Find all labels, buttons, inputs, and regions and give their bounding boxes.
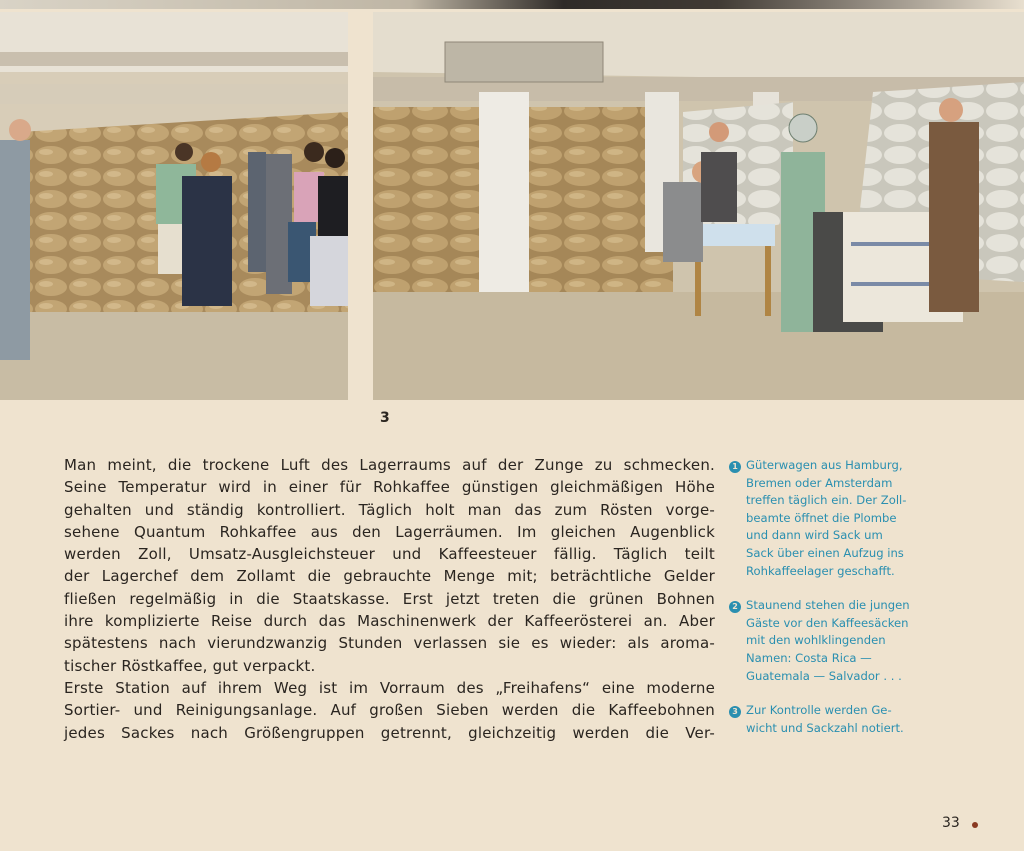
caption-3 bbox=[729, 702, 974, 737]
caption-line: Sack über einen Aufzug ins bbox=[746, 545, 904, 560]
previous-photo-strip bbox=[0, 0, 1024, 9]
caption-line: Rohkaffeelager geschafft. bbox=[746, 563, 895, 578]
caption-line: Zur Kontrolle werden Ge- bbox=[746, 703, 892, 718]
caption-line: Guatemala — Salvador . . . bbox=[746, 668, 902, 683]
caption-1 bbox=[729, 457, 974, 580]
paper-stain bbox=[972, 822, 978, 828]
caption-line: Staunend stehen die jungen bbox=[746, 598, 910, 613]
caption-2 bbox=[729, 597, 974, 685]
article-body bbox=[64, 454, 715, 744]
number-badge: 1 bbox=[729, 461, 741, 473]
article-line: ihre komplizierte Reise durch das Maschinenwerk der Kaffeerösterei an. Aber bbox=[64, 612, 715, 631]
photo-visitors-in-warehouse bbox=[0, 12, 348, 400]
article-line: sehene Quantum Rohkaffee aus den Lagerräumen. Im gleichen Augenblick bbox=[64, 522, 715, 541]
photo-weighing-station bbox=[373, 12, 1024, 400]
article-line: Man meint, die trockene Luft des Lagerraums auf der Zunge zu schmecken. bbox=[64, 456, 715, 474]
figure-number: 3 bbox=[380, 410, 390, 426]
page-number: 33 bbox=[942, 815, 960, 831]
caption-line: Gäste vor den Kaffeesäcken bbox=[746, 615, 909, 630]
article-line: Erste Station auf ihrem Weg ist im Vorraum des „Freihafens“ eine moderne bbox=[64, 678, 715, 697]
article-line: fließen regelmäßig in die Staatskasse. Erst jetzt treten die grünen Bohnen bbox=[64, 589, 715, 608]
caption-line: Güterwagen aus Hamburg, bbox=[746, 458, 903, 472]
caption-line: wicht und Sackzahl notiert. bbox=[746, 720, 904, 735]
article-line: gehalten und ständig kontrolliert. Täglich holt man das zum Rösten vorge- bbox=[64, 500, 715, 519]
caption-line: treffen täglich ein. Der Zoll- bbox=[746, 493, 907, 508]
caption-line: mit den wohlklingenden bbox=[746, 633, 886, 648]
caption-line: Bremen oder Amsterdam bbox=[746, 475, 893, 490]
article-line: Sortier- und Reinigungsanlage. Auf großen Sieben werden die Kaffeebohnen bbox=[64, 701, 715, 720]
article-line: Seine Temperatur wird in einer für Rohkaffee günstigen gleichmäßigen Höhe bbox=[64, 478, 715, 497]
photo-captions bbox=[729, 457, 974, 754]
number-badge: 3 bbox=[729, 706, 741, 718]
article-line: werden Zoll, Umsatz-Ausgleichsteuer und Kaffeesteuer fällig. Täglich teilt bbox=[64, 545, 715, 564]
article-line: jedes Sackes nach Größengruppen getrennt, gleichzeitig werden die Ver- bbox=[64, 723, 715, 742]
caption-line: Namen: Costa Rica — bbox=[746, 650, 872, 665]
article-line: der Lagerchef dem Zollamt die gebrauchte Menge mit; beträchtliche Gelder bbox=[64, 567, 715, 586]
caption-line: beamte öffnet die Plombe bbox=[746, 510, 897, 525]
article-line: tischer Röstkaffee, gut verpackt. bbox=[64, 656, 316, 675]
caption-line: und dann wird Sack um bbox=[746, 528, 883, 543]
article-line: spätestens nach vierundzwanzig Stunden verlassen sie es wieder: als aroma- bbox=[64, 634, 715, 653]
number-badge: 2 bbox=[729, 601, 741, 613]
